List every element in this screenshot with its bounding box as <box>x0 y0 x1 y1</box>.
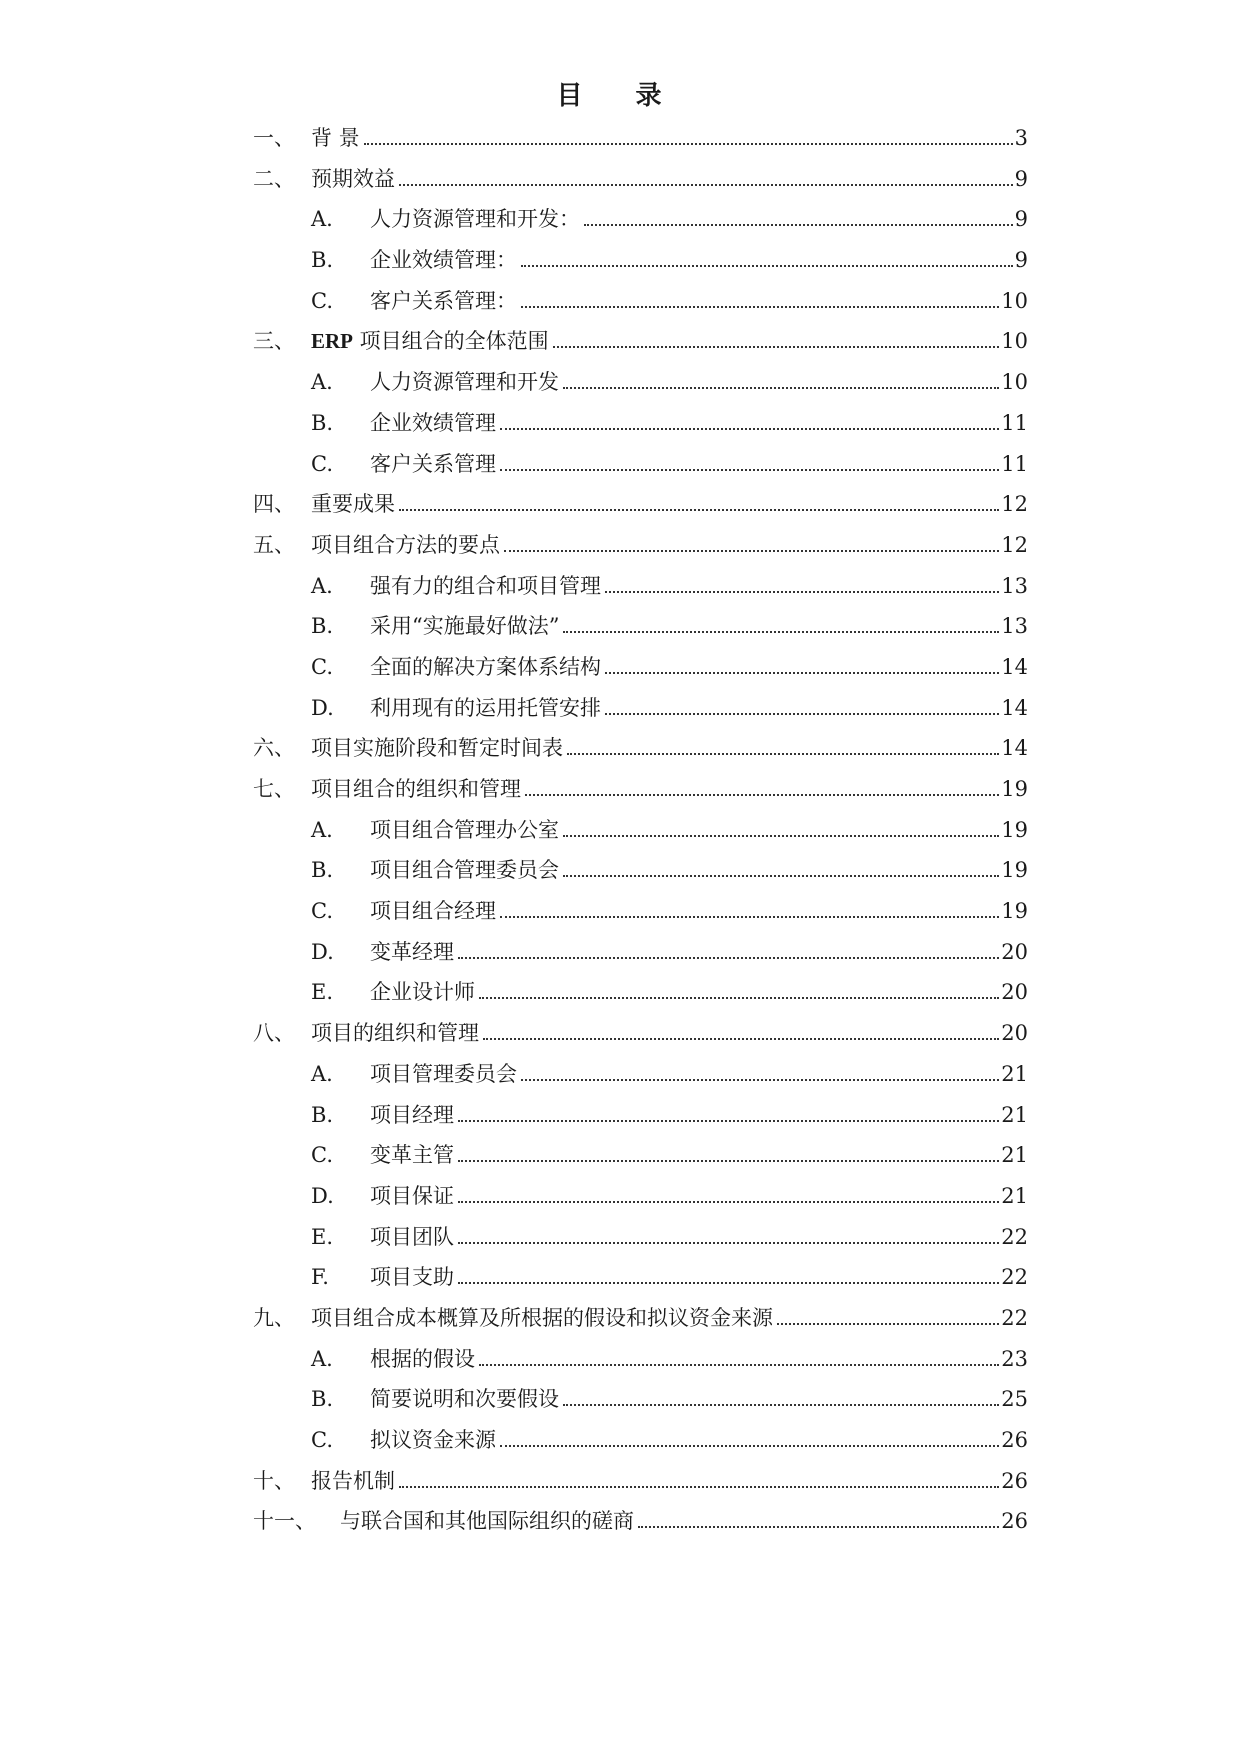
toc-subsection-entry[interactable] <box>0 972 1240 1013</box>
toc-entry-line <box>311 321 1028 362</box>
toc-dot-leader <box>605 688 999 715</box>
toc-page-number: 21 <box>1001 1183 1028 1208</box>
toc-entry-line <box>370 972 1028 1013</box>
toc-page-number: 14 <box>1001 695 1028 720</box>
toc-dot-leader <box>563 606 999 633</box>
toc-entry-title: 变革主管 <box>370 1143 454 1168</box>
toc-entry-title: 项目支助 <box>370 1265 454 1290</box>
toc-entry-number: F. <box>311 1265 329 1290</box>
toc-entry-line <box>370 810 1028 851</box>
toc-entry-line <box>311 484 1028 525</box>
toc-entry-title: 人力资源管理和开发： <box>370 207 580 232</box>
toc-dot-leader <box>500 1420 999 1447</box>
toc-entry-number: 一、 <box>253 126 295 150</box>
toc-entry-line <box>370 891 1028 932</box>
toc-subsection-entry[interactable] <box>0 240 1240 281</box>
toc-entry-title: 全面的解决方案体系结构 <box>370 654 601 679</box>
toc-subsection-entry[interactable] <box>0 199 1240 240</box>
toc-dot-leader <box>521 1054 999 1081</box>
toc-section-entry[interactable] <box>0 1461 1240 1502</box>
toc-entry-number: A. <box>311 1061 333 1086</box>
toc-entry-number: 五、 <box>253 532 295 557</box>
toc-dot-leader <box>500 403 999 430</box>
toc-page-number: 13 <box>1001 573 1028 598</box>
toc-page-number: 9 <box>1014 166 1028 191</box>
toc-entry-line <box>311 118 1028 159</box>
toc-entry-title: 客户关系管理： <box>370 288 517 313</box>
toc-entry-number: 六、 <box>253 736 295 761</box>
toc-entry-title: 简要说明和次要假设 <box>370 1387 559 1412</box>
toc-subsection-entry[interactable] <box>0 444 1240 485</box>
toc-dot-leader <box>567 728 999 755</box>
toc-dot-leader <box>458 1257 999 1284</box>
toc-entry-number: C. <box>311 451 333 476</box>
toc-page-number: 26 <box>1001 1428 1028 1452</box>
toc-entry-line <box>370 606 1028 647</box>
toc-entry-number: 九、 <box>253 1305 295 1330</box>
toc-page-number: 25 <box>1001 1387 1028 1412</box>
toc-dot-leader <box>584 199 1013 226</box>
toc-dot-leader <box>521 240 1013 267</box>
toc-subsection-entry[interactable] <box>0 566 1240 607</box>
toc-dot-leader <box>479 972 999 999</box>
toc-entry-title: 利用现有的运用托管安排 <box>370 695 601 720</box>
toc-entry-title: 强有力的组合和项目管理 <box>370 573 601 598</box>
toc-page-number: 14 <box>1001 736 1028 761</box>
toc-entry-line <box>370 281 1028 322</box>
toc-dot-leader <box>563 1379 999 1406</box>
toc-entry-line <box>370 240 1028 281</box>
toc-section-entry[interactable] <box>0 728 1240 769</box>
toc-section-entry[interactable] <box>0 1298 1240 1339</box>
toc-entry-number: B. <box>311 1387 334 1412</box>
toc-entry-title: 项目保证 <box>370 1183 454 1208</box>
toc-entry-line <box>370 1379 1028 1420</box>
toc-entry-title: 变革经理 <box>370 939 454 964</box>
toc-dot-leader <box>458 1095 999 1122</box>
toc-entry-line <box>370 850 1028 891</box>
toc-entry-title: 背 景 <box>311 126 360 150</box>
toc-entry-title: 客户关系管理 <box>370 451 496 476</box>
toc-entry-number: C. <box>311 288 333 313</box>
toc-entry-title: 企业设计师 <box>370 980 475 1005</box>
toc-page-number: 22 <box>1001 1224 1028 1249</box>
toc-section-entry[interactable] <box>0 769 1240 810</box>
toc-entry-number: B. <box>311 1102 334 1127</box>
toc-subsection-entry[interactable] <box>0 932 1240 973</box>
toc-entry-number: A. <box>311 573 333 598</box>
toc-dot-leader <box>504 525 999 552</box>
toc-page-number: 10 <box>1001 370 1028 395</box>
toc-page-number: 10 <box>1001 288 1028 313</box>
toc-subsection-entry[interactable] <box>0 810 1240 851</box>
toc-entry-line <box>370 1135 1028 1176</box>
toc-subsection-entry[interactable] <box>0 1379 1240 1420</box>
toc-dot-leader <box>777 1298 999 1325</box>
toc-entry-number: 十、 <box>253 1468 295 1493</box>
toc-dot-leader <box>458 1217 999 1244</box>
toc-entry-title: 重要成果 <box>311 492 395 517</box>
toc-entry-number: D. <box>311 695 334 720</box>
toc-page-number: 20 <box>1001 1021 1028 1046</box>
toc-entry-title: 项目的组织和管理 <box>311 1021 479 1046</box>
toc-page-number: 14 <box>1001 654 1028 679</box>
toc-entry-title: 报告机制 <box>311 1468 395 1493</box>
toc-entry-title: 人力资源管理和开发 <box>370 370 559 395</box>
toc-entry-number: 八、 <box>253 1021 295 1046</box>
toc-page-number: 19 <box>1001 858 1028 883</box>
toc-entry-line <box>311 1298 1028 1339</box>
toc-entry-line <box>370 1176 1028 1217</box>
toc-entry-title: 根据的假设 <box>370 1346 475 1371</box>
toc-entry-number: C. <box>311 654 333 679</box>
toc-entry-number: C. <box>311 1143 333 1168</box>
toc-page-number: 20 <box>1001 939 1028 964</box>
toc-entry-number: E. <box>311 1224 334 1249</box>
toc-entry-number: D. <box>311 1183 334 1208</box>
toc-entry-title: 项目组合成本概算及所根据的假设和拟议资金来源 <box>311 1305 773 1330</box>
toc-entry-title: 项目组合的组织和管理 <box>311 777 521 801</box>
toc-entry-line <box>311 159 1028 200</box>
toc-entry-line <box>370 647 1028 688</box>
toc-section-entry[interactable] <box>0 525 1240 566</box>
toc-section-entry[interactable] <box>0 1013 1240 1054</box>
toc-dot-leader <box>521 281 999 308</box>
toc-entry-title: 预期效益 <box>311 166 395 191</box>
toc-entry-line <box>370 444 1028 485</box>
toc-page-number: 26 <box>1001 1509 1028 1534</box>
toc-subsection-entry[interactable] <box>0 891 1240 932</box>
toc-entry-line <box>370 403 1028 444</box>
toc-page-number: 19 <box>1001 899 1028 924</box>
toc-entry-title: 项目管理委员会 <box>370 1061 517 1086</box>
toc-entry-title: 与联合国和其他国际组织的磋商 <box>340 1509 634 1534</box>
toc-subsection-entry[interactable] <box>0 1135 1240 1176</box>
toc-section-entry[interactable] <box>0 159 1240 200</box>
toc-entry-number: D. <box>311 939 334 964</box>
toc-entry-title: 项目组合经理 <box>370 899 496 924</box>
toc-subsection-entry[interactable] <box>0 1054 1240 1095</box>
toc-page-number: 21 <box>1001 1102 1028 1127</box>
toc-subsection-entry[interactable] <box>0 1217 1240 1258</box>
toc-subsection-entry[interactable] <box>0 1095 1240 1136</box>
toc-dot-leader <box>500 444 999 471</box>
toc-entry-line <box>311 1461 1028 1502</box>
toc-subsection-entry[interactable] <box>0 606 1240 647</box>
toc-entry-line <box>370 688 1028 729</box>
toc-entry-number: 七、 <box>253 777 295 801</box>
toc-entry-title: 采用“实施最好做法” <box>370 614 560 639</box>
toc-entry-title: ERP 项目组合的全体范围 <box>311 329 549 354</box>
toc-dot-leader <box>500 891 999 918</box>
toc-page-number: 22 <box>1001 1265 1028 1290</box>
toc-page-number: 22 <box>1001 1305 1028 1330</box>
toc-subsection-entry[interactable] <box>0 647 1240 688</box>
toc-dot-leader <box>605 566 999 593</box>
toc-entry-number: A. <box>311 370 333 395</box>
toc-page-number: 3 <box>1014 126 1028 150</box>
toc-entry-number: B. <box>311 614 334 639</box>
toc-entry-title: 项目经理 <box>370 1102 454 1127</box>
toc-dot-leader <box>563 850 999 877</box>
toc-subsection-entry[interactable] <box>0 1339 1240 1380</box>
toc-page-number: 12 <box>1001 532 1028 557</box>
toc-page-number: 19 <box>1001 777 1028 801</box>
toc-entry-line <box>311 769 1028 810</box>
toc-subsection-entry[interactable] <box>0 403 1240 444</box>
toc-dot-leader <box>399 484 999 511</box>
toc-entry-title: 项目组合方法的要点 <box>311 532 500 557</box>
toc-dot-leader <box>525 769 999 796</box>
toc-section-entry[interactable] <box>0 484 1240 525</box>
toc-subsection-entry[interactable] <box>0 281 1240 322</box>
toc-entry-number: B. <box>311 410 334 435</box>
toc-entry-number: E. <box>311 980 334 1005</box>
toc-entry-line <box>370 566 1028 607</box>
toc-entry-number: 二、 <box>253 166 295 191</box>
toc-section-entry[interactable] <box>0 1501 1240 1542</box>
toc-subsection-entry[interactable] <box>0 1176 1240 1217</box>
toc-dot-leader <box>399 1461 999 1488</box>
toc-entry-number: C. <box>311 899 333 924</box>
toc-entry-title: 项目组合管理办公室 <box>370 817 559 842</box>
toc-entry-line <box>370 1257 1028 1298</box>
toc-page-number: 12 <box>1001 492 1028 517</box>
toc-dot-leader <box>399 159 1013 186</box>
toc-subsection-entry[interactable] <box>0 362 1240 403</box>
toc-page-number: 9 <box>1014 207 1028 232</box>
toc-entry-line <box>370 1339 1028 1380</box>
toc-entry-number: C. <box>311 1428 333 1452</box>
toc-entry-number: A. <box>311 207 333 232</box>
toc-page-number: 21 <box>1001 1143 1028 1168</box>
toc-subsection-entry[interactable] <box>0 688 1240 729</box>
toc-entry-line <box>370 362 1028 403</box>
toc-dot-leader <box>458 932 999 959</box>
toc-page-number: 21 <box>1001 1061 1028 1086</box>
toc-dot-leader <box>483 1013 999 1040</box>
toc-list <box>0 118 1240 1542</box>
toc-entry-line <box>370 1095 1028 1136</box>
toc-dot-leader <box>553 321 1000 348</box>
toc-entry-title: 企业效绩管理： <box>370 248 517 273</box>
toc-entry-line <box>370 199 1028 240</box>
toc-entry-number: 三、 <box>253 329 295 354</box>
toc-dot-leader <box>563 362 999 389</box>
toc-page-number: 10 <box>1001 329 1028 354</box>
toc-section-entry[interactable] <box>0 321 1240 362</box>
toc-entry-number: 十一、 <box>253 1509 316 1534</box>
toc-entry-number: B. <box>311 858 334 883</box>
toc-page-number: 11 <box>1001 451 1028 476</box>
toc-entry-line <box>370 1054 1028 1095</box>
toc-entry-number: A. <box>311 817 333 842</box>
toc-entry-title: 项目团队 <box>370 1224 454 1249</box>
toc-entry-number: A. <box>311 1346 333 1371</box>
toc-entry-title: 项目实施阶段和暂定时间表 <box>311 736 563 761</box>
toc-subsection-entry[interactable] <box>0 1257 1240 1298</box>
toc-subsection-entry[interactable] <box>0 1420 1240 1461</box>
toc-entry-title: 项目组合管理委员会 <box>370 858 559 883</box>
toc-page-number: 9 <box>1014 248 1028 273</box>
toc-entry-line <box>370 1420 1028 1461</box>
toc-page-number: 20 <box>1001 980 1028 1005</box>
toc-page-number: 23 <box>1001 1346 1028 1371</box>
toc-dot-leader <box>605 647 999 674</box>
toc-dot-leader <box>458 1135 999 1162</box>
toc-dot-leader <box>479 1339 999 1366</box>
toc-entry-line <box>311 1013 1028 1054</box>
toc-entry-line <box>370 932 1028 973</box>
toc-title: 目 录 <box>556 81 684 111</box>
toc-dot-leader <box>563 810 999 837</box>
toc-entry-line <box>340 1501 1028 1542</box>
toc-page-number: 26 <box>1001 1468 1028 1493</box>
toc-subsection-entry[interactable] <box>0 850 1240 891</box>
toc-entry-line <box>311 728 1028 769</box>
toc-entry-title: 企业效绩管理 <box>370 410 496 435</box>
toc-dot-leader <box>364 118 1013 145</box>
toc-entry-number: B. <box>311 248 334 273</box>
toc-page-number: 13 <box>1001 614 1028 639</box>
toc-dot-leader <box>458 1176 999 1203</box>
toc-entry-line <box>370 1217 1028 1258</box>
toc-section-entry[interactable] <box>0 118 1240 159</box>
toc-page-number: 11 <box>1001 410 1028 435</box>
toc-dot-leader <box>638 1501 999 1528</box>
toc-page-number: 19 <box>1001 817 1028 842</box>
toc-entry-line <box>311 525 1028 566</box>
toc-entry-number: 四、 <box>253 492 295 517</box>
toc-entry-title: 拟议资金来源 <box>370 1428 496 1452</box>
